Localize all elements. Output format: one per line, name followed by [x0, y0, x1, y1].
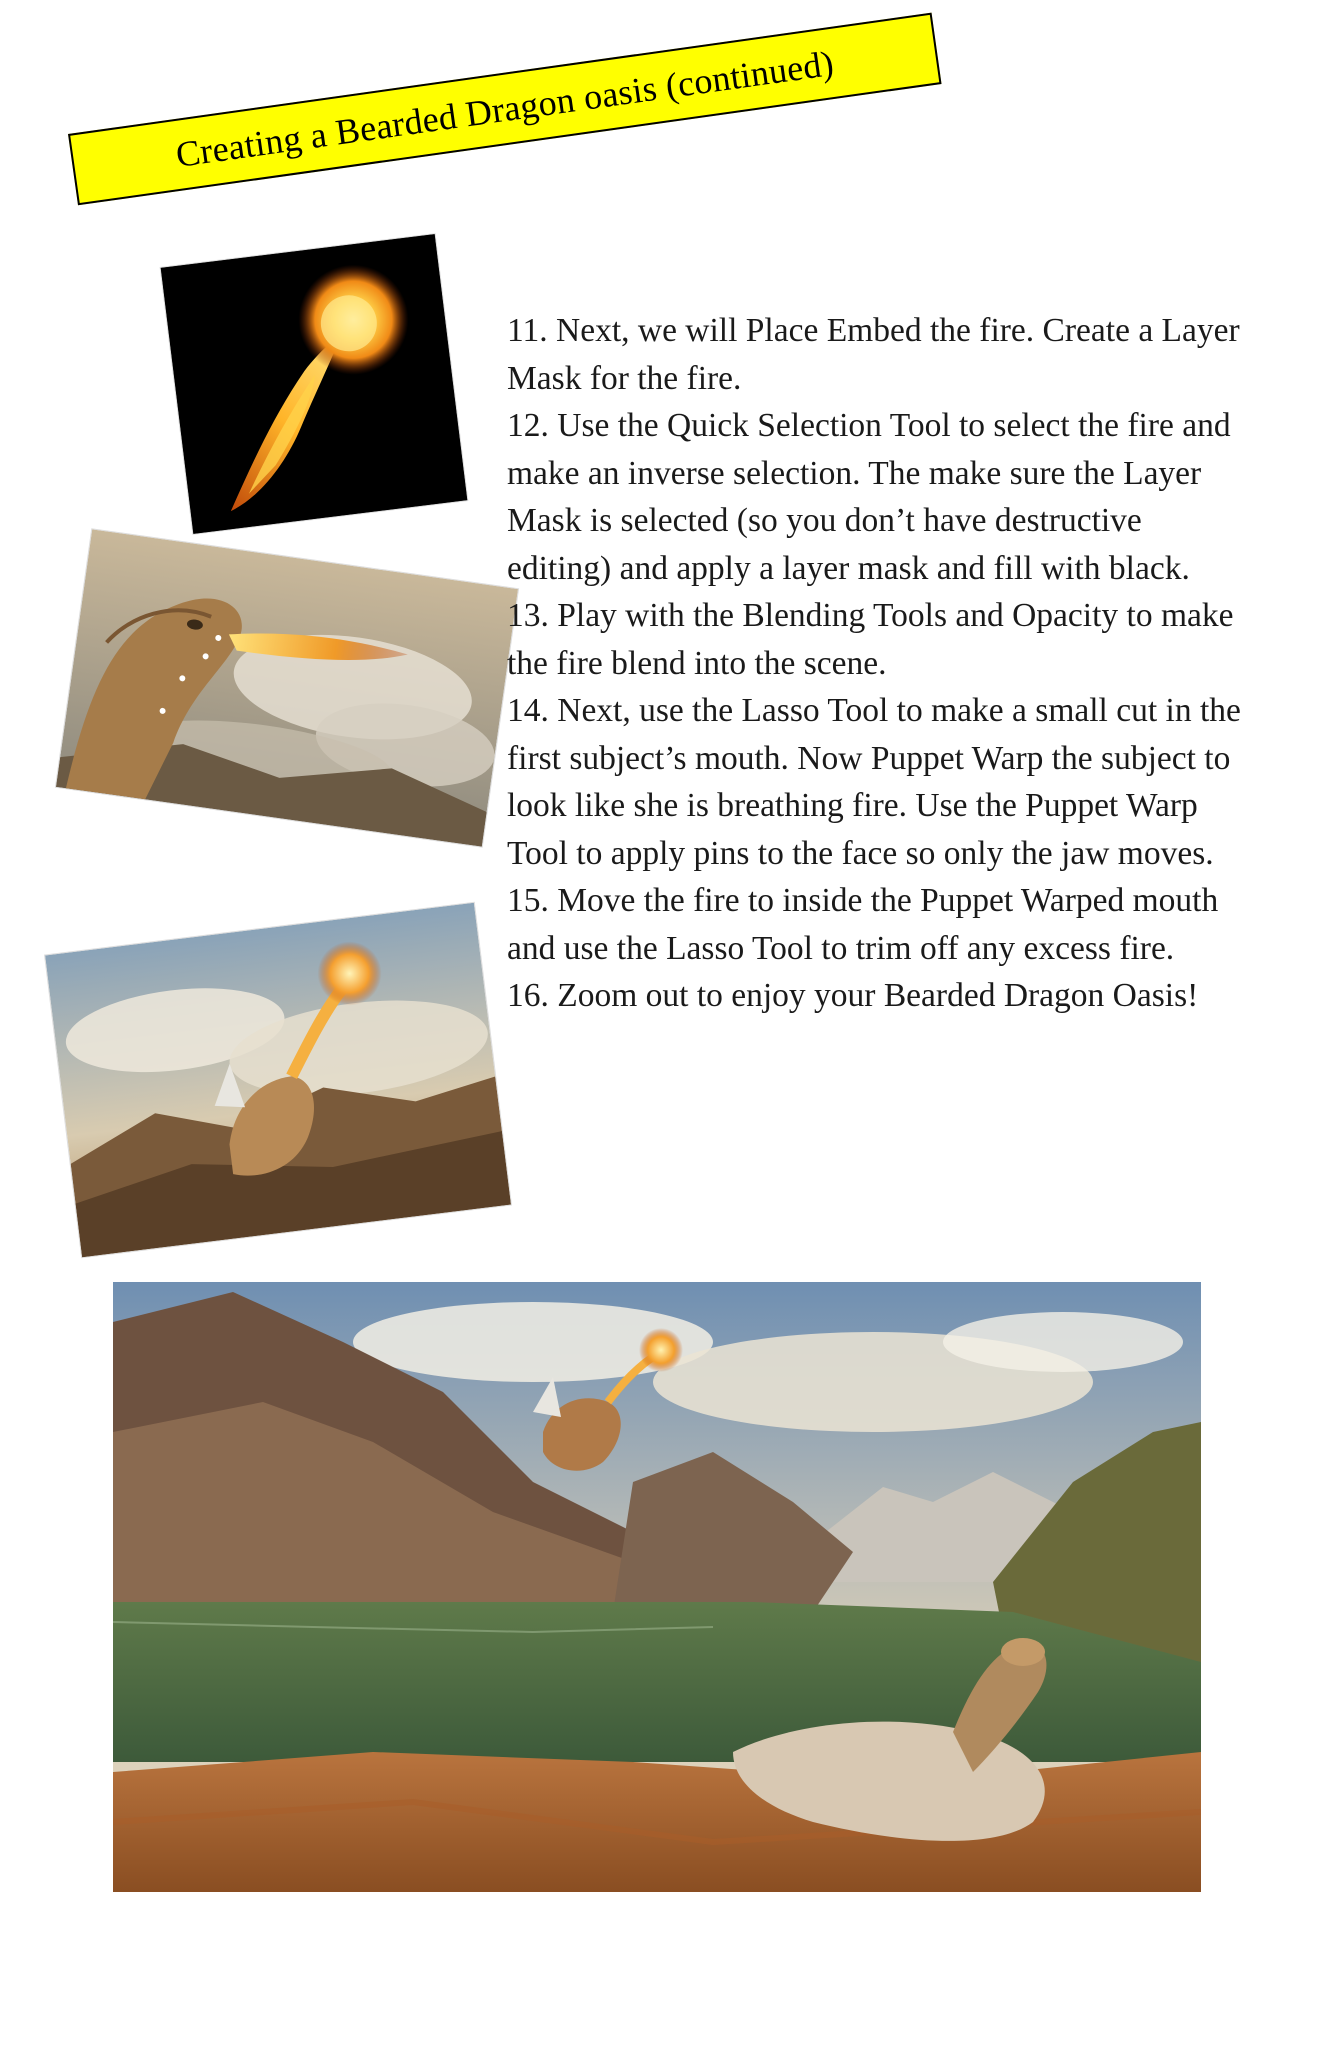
title-banner [68, 13, 942, 206]
step-14: 14. Next, use the Lasso Tool to make a small cut in the first subject’s mouth. Now Puppet Warp the subject to look like she is breathing fire. Use the Puppet Warp Tool to apply pins to the face so only the jaw moves. [507, 692, 1241, 872]
step-16: 16. Zoom out to enjoy your Bearded Dragon Oasis! [507, 977, 1199, 1014]
page-title: Creating a Bearded Dragon oasis (continued) [173, 42, 837, 175]
fire-blend-photo [45, 903, 511, 1257]
puppet-warp-photo [56, 529, 518, 846]
step-15: 15. Move the fire to inside the Puppet Warped mouth and use the Lasso Tool to trim off any excess fire. [507, 882, 1219, 967]
step-13: 13. Play with the Blending Tools and Opacity to make the fire blend into the scene. [507, 597, 1234, 682]
step-11: 11. Next, we will Place Embed the fire. Create a Layer Mask for the fire. [507, 312, 1240, 397]
fire-photo [161, 234, 468, 534]
instructions [507, 307, 1252, 1020]
step-12: 12. Use the Quick Selection Tool to select the fire and make an inverse selection. The make sure the Layer Mask is selected (so you don’t have destructive editing) and apply a layer mask and fill with black. [507, 407, 1231, 587]
final-oasis-photo [113, 1282, 1201, 1892]
